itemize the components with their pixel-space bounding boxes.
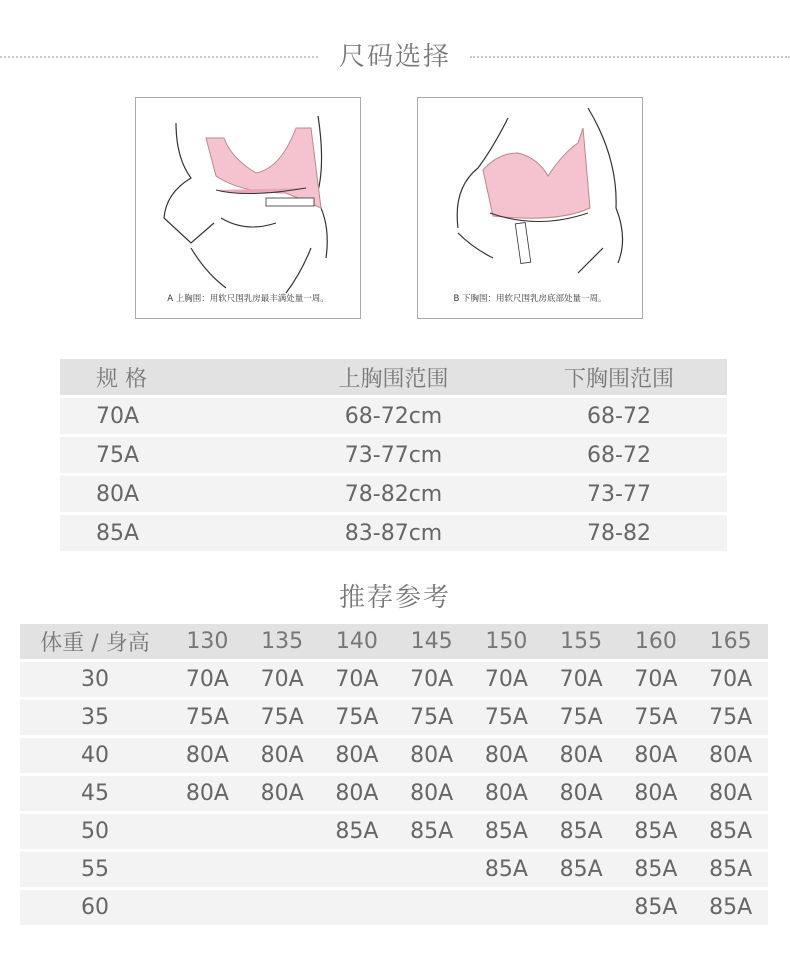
table-row [20,700,768,735]
column-header: 165 [693,624,768,659]
table-cell: 85A [619,852,694,887]
table-row [20,890,768,925]
table-cell: 75A [619,700,694,735]
column-header: 160 [619,624,694,659]
table-cell: 55 [20,852,170,887]
table-cell: 70A [469,662,544,697]
table-cell: 85A [619,814,694,849]
table-cell: 70A [693,662,768,697]
column-header: 150 [469,624,544,659]
table-cell: 85A [693,890,768,925]
size-section-header [0,37,790,77]
table-header-row [20,624,768,659]
table-cell: 68-72cm [276,398,511,434]
table-cell: 85A [693,852,768,887]
table-cell: 80A [60,476,276,512]
table-row [20,814,768,849]
table-cell: 70A [245,662,320,697]
table-cell: 80A [619,776,694,811]
table-cell: 85A [544,852,619,887]
table-cell: 80A [619,738,694,773]
recommendation-section-title: 推荐参考 [338,583,451,613]
column-header: 135 [245,624,320,659]
dotted-divider [470,56,790,58]
table-cell: 75A [170,700,245,735]
table-row [60,437,727,473]
diagram-caption: B 下胸围：用软尺围乳房底部处量一周。 [453,294,607,304]
table-cell: 60 [20,890,170,925]
table-cell: 85A [394,814,469,849]
size-section-title: 尺码选择 [338,42,451,72]
diagram-upper-bust [135,97,361,319]
table-cell: 78-82cm [276,476,511,512]
table-cell: 80A [469,738,544,773]
column-header: 下胸围范围 [511,359,727,395]
table-cell: 40 [20,738,170,773]
recommendation-table [20,621,768,928]
table-cell: 83-87cm [276,515,511,551]
table-cell: 45 [20,776,170,811]
table-cell: 70A [60,398,276,434]
table-row [20,776,768,811]
table-cell: 70A [170,662,245,697]
table-cell: 78-82 [511,515,727,551]
table-cell: 80A [693,738,768,773]
recommendation-section-header [0,578,790,618]
column-header: 规 格 [60,359,276,395]
table-cell: 80A [469,776,544,811]
table-cell: 85A [60,515,276,551]
column-header: 体重 / 身高 [20,624,170,659]
column-header: 145 [394,624,469,659]
table-row [20,738,768,773]
diagram-lower-bust [417,97,643,319]
table-cell: 50 [20,814,170,849]
table-cell: 70A [619,662,694,697]
column-header: 140 [320,624,395,659]
table-cell [394,852,469,887]
table-cell: 85A [320,814,395,849]
table-cell: 68-72 [511,437,727,473]
column-header: 155 [544,624,619,659]
table-cell: 70A [394,662,469,697]
table-cell [245,814,320,849]
table-cell: 75A [544,700,619,735]
table-cell: 80A [170,776,245,811]
table-cell: 75A [320,700,395,735]
table-cell [320,852,395,887]
table-cell [544,890,619,925]
table-cell: 75A [693,700,768,735]
table-cell: 80A [320,738,395,773]
table-cell: 35 [20,700,170,735]
column-header: 上胸围范围 [276,359,511,395]
table-cell: 80A [320,776,395,811]
table-row [60,515,727,551]
table-cell: 85A [544,814,619,849]
table-cell: 85A [469,814,544,849]
table-cell [170,852,245,887]
lower-bust-illustration [418,98,642,318]
table-cell: 85A [469,852,544,887]
table-cell [170,814,245,849]
table-cell: 80A [544,738,619,773]
column-header: 130 [170,624,245,659]
table-cell [320,890,395,925]
table-row [60,476,727,512]
upper-bust-illustration [136,98,360,318]
table-cell [170,890,245,925]
table-cell: 75A [394,700,469,735]
table-cell [245,852,320,887]
table-cell: 73-77cm [276,437,511,473]
table-cell [245,890,320,925]
table-cell [394,890,469,925]
table-cell: 70A [544,662,619,697]
table-cell [469,890,544,925]
table-cell: 80A [170,738,245,773]
table-row [20,852,768,887]
table-row [60,398,727,434]
table-cell: 80A [394,738,469,773]
diagram-caption: A 上胸围：用软尺围乳房最丰满处量一周。 [167,294,329,304]
table-cell: 73-77 [511,476,727,512]
table-row [20,662,768,697]
table-cell: 80A [544,776,619,811]
table-cell: 75A [245,700,320,735]
table-cell: 75A [469,700,544,735]
table-cell: 85A [619,890,694,925]
table-cell: 80A [245,738,320,773]
table-cell: 85A [693,814,768,849]
table-header-row [60,359,727,395]
size-range-table [60,356,727,554]
table-cell: 80A [693,776,768,811]
table-cell: 80A [245,776,320,811]
table-cell: 70A [320,662,395,697]
table-cell: 30 [20,662,170,697]
table-cell: 80A [394,776,469,811]
table-cell: 75A [60,437,276,473]
table-cell: 68-72 [511,398,727,434]
